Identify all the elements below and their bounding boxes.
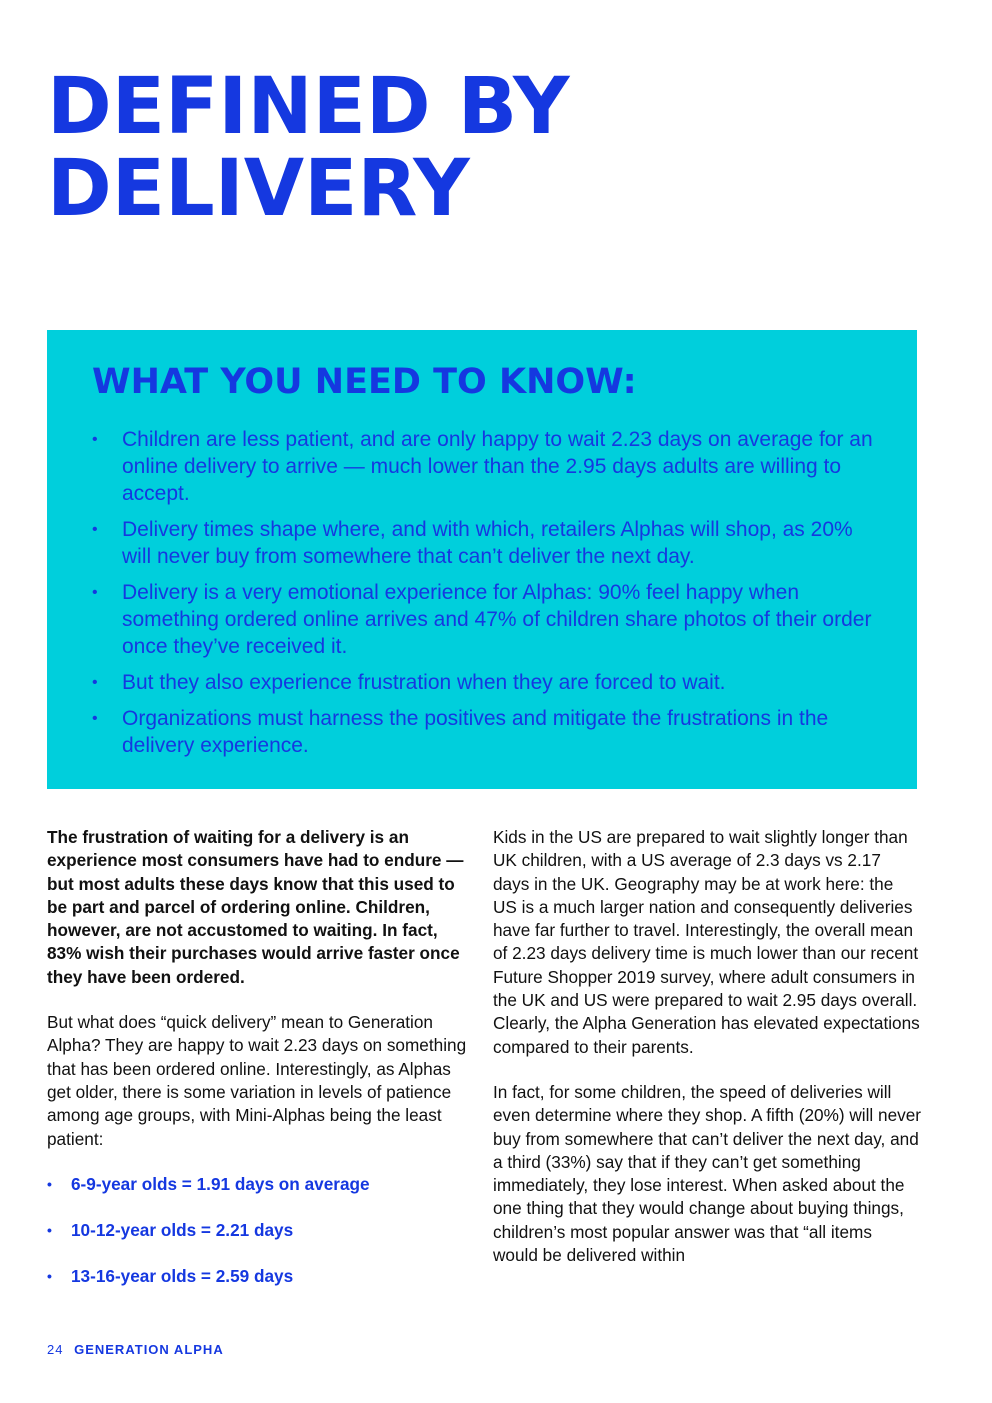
age-group-stat [47, 1173, 472, 1196]
key-takeaway-item [92, 426, 877, 507]
bullet-icon: • [92, 710, 98, 727]
bullet-icon: • [92, 431, 98, 448]
key-takeaway-item [92, 705, 877, 759]
page-title-line-1: DEFINED BY [47, 62, 570, 152]
age-group-stat [47, 1265, 472, 1288]
key-takeaway-text: Delivery times shape where, and with which, retailers Alphas will shop, as 20% will never buy from somewhere that can’t deliver the next day. [122, 518, 853, 568]
body-paragraph: Kids in the US are prepared to wait slightly longer than UK children, with a US average of 2.3 days vs 2.17 days in the UK. Geography may be at work here: the US is a much larger nation and consequently deliveries have far further to travel. Interestingly, the overall mean of 2.23 days delivery time is much lower than our recent Future Shopper 2019 survey, where adult consumers in the UK and US were prepared to wait 2.95 days overall. Clearly, the Alpha Generation has elevated expectations compared to their parents. [493, 827, 920, 1057]
key-takeaway-text: Children are less patient, and are only happy to wait 2.23 days on average for an online delivery to arrive — much lower than the 2.95 days adults are willing to accept. [122, 428, 873, 505]
key-takeaways-heading: WHAT YOU NEED TO KNOW: [92, 362, 637, 402]
key-takeaway-text: Delivery is a very emotional experience for Alphas: 90% feel happy when something ordered online arrives and 47% of children share photos of their order once they’ve received it. [122, 581, 872, 658]
key-takeaways-list [92, 426, 877, 759]
bullet-icon: • [92, 674, 98, 691]
page-number: 24 [47, 1342, 64, 1357]
key-takeaway-text: But they also experience frustration when they are forced to wait. [122, 671, 726, 694]
key-takeaway-item [92, 579, 877, 660]
age-group-stat [47, 1219, 472, 1242]
bullet-icon: • [47, 1222, 52, 1239]
body-column-left [47, 826, 472, 1312]
lead-paragraph: The frustration of waiting for a delivery is an experience most consumers have had to endure — but most adults these days know that this used to be part and parcel of ordering online. Children, however, are not accustomed to waiting. In fact, 83% wish their purchases would arrive faster once they have been ordered. [47, 827, 464, 987]
key-takeaways-box [47, 330, 917, 789]
bullet-icon: • [47, 1268, 52, 1285]
age-group-stat-text: 6-9-year olds = 1.91 days on average [71, 1173, 370, 1194]
bullet-icon: • [92, 584, 98, 601]
bullet-icon: • [92, 521, 98, 538]
age-group-stats-list [47, 1173, 472, 1289]
key-takeaway-text: Organizations must harness the positives and mitigate the frustrations in the delivery experience. [122, 707, 829, 757]
body-paragraph: In fact, for some children, the speed of deliveries will even determine where they shop. A fifth (20%) will never buy from somewhere that can’t deliver the next day, and a third (33%) say that if they can’t get something immediately, they lose interest. When asked about the one thing that they would change about buying things, children’s most popular answer was that “all items would be delivered within [493, 1081, 921, 1266]
age-group-stat-text: 13-16-year olds = 2.59 days [71, 1266, 294, 1287]
age-group-stat-text: 10-12-year olds = 2.21 days [71, 1220, 294, 1241]
page-title-line-2: DELIVERY [47, 144, 470, 234]
body-column-right [493, 826, 921, 1289]
bullet-icon: • [47, 1175, 52, 1192]
publication-name: GENERATION ALPHA [74, 1342, 224, 1357]
body-paragraph: But what does “quick delivery” mean to Generation Alpha? They are happy to wait 2.23 days on something that has been ordered online. Interestingly, as Alphas get older, there is some variation in levels of patience among age groups, with Mini-Alphas being the least patient: [47, 1012, 467, 1149]
key-takeaway-item [92, 516, 877, 570]
key-takeaway-item [92, 669, 877, 696]
page-title [47, 62, 570, 234]
page-footer [47, 1342, 224, 1357]
